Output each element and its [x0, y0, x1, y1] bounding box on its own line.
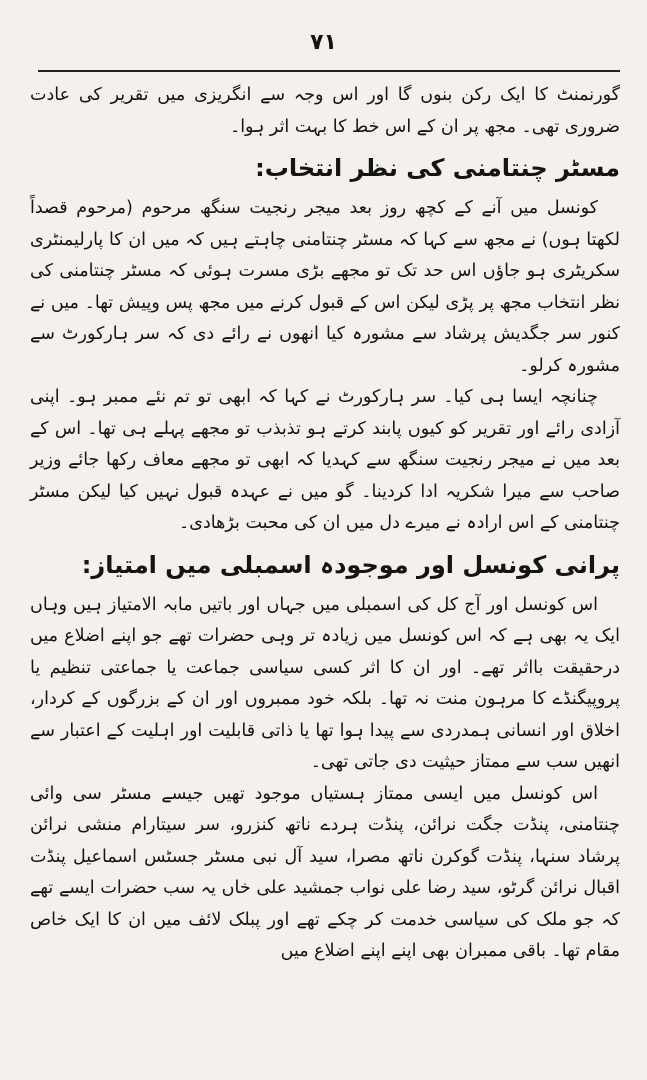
page-content [30, 80, 620, 968]
paragraph: کونسل میں آنے کے کچھ روز بعد میجر رنجیت سنگھ مرحوم (مرحوم قصداً لکھتا ہوں) نے مجھ سے کہا کہ مسٹر چنتامنی چاہتے ہیں کہ میں ان کا پارلیمنٹری سکریٹری ہو جاؤں اس حد تک تو مجھے بڑی مسرت ہوئی کہ مسٹر چنتامنی کی نظر انتخاب مجھ پر پڑی لیکن اس کے قبول کرنے میں مجھ پس وپیش تھا۔ میں نے کنور سر جگدیش پرشاد سے مشورہ کیا انھوں نے رائے دی کہ سر ہارکورٹ سے مشورہ کرلو۔ [30, 198, 620, 376]
header-rule [38, 70, 620, 72]
paragraph: اس کونسل اور آج کل کی اسمبلی میں جہاں اور باتیں مابہ الامتیاز ہیں وہاں ایک یہ بھی ہے کہ اس کونسل میں زیادہ تر وہی حضرات تھے جو اپنے اضلاع میں درحقیقت بااثر تھے۔ اور ان کا اثر کسی سیاسی جماعت یا جماعتی تنظیم یا پروپیگنڈے کا مرہون منت نہ تھا۔ بلکہ خود ممبروں اور ان کے بزرگوں کے کردار، اخلاق اور انسانی ہمدردی سے پیدا ہوا تھا یا ذاتی قابلیت اور اہلیت کے اعتبار سے انھیں سب سے ممتاز حیثیت دی جاتی تھی۔ [30, 594, 620, 772]
page-number: ۷۱ [310, 30, 337, 55]
paragraph: چنانچہ ایسا ہی کیا۔ سر ہارکورٹ نے کہا کہ ابھی تو تم نئے ممبر ہو۔ اپنی آزادی رائے اور تقریر کو کیوں پابند کرتے ہو تذبذب تو مجھے پہلے ہی تھا۔ اس کے بعد میں نے میجر رنجیت سنگھ سے کہدیا کہ ابھی تو مجھے معاف رکھا جائے وزیر صاحب سے میرا شکریہ ادا کردینا۔ گو میں نے عہدہ قبول نہیں کیا لیکن مسٹر چنتامنی کے اس ارادہ نے میرے دل میں ان کی محبت بڑھادی۔ [30, 387, 620, 533]
section-heading: پرانی کونسل اور موجودہ اسمبلی میں امتیاز: [81, 550, 620, 579]
paragraph: اس کونسل میں ایسی ممتاز ہستیاں موجود تھیں جیسے مسٹر سی وائی چنتامنی، پنڈت جگت نرائن، پنڈت ہردے ناتھ کنزرو، سر سیتارام منشی نرائن پرشاد سنہا، پنڈت گوکرن ناتھ مصرا، سید آل نبی مسٹر جسٹس اسماعیل پنڈت اقبال نرائن گرٹو، سید رضا علی نواب جمشید علی خاں یہ سب حضرات ایسے تھے کہ جو ملک کی سیاسی خدمت کر چکے تھے اور پبلک لائف میں ان کا ایک خاص مقام تھا۔ باقی ممبران بھی اپنے اپنے اضلاع میں [30, 783, 620, 961]
section-heading: مسٹر چنتامنی کی نظر انتخاب: [255, 154, 620, 182]
paragraph: گورنمنٹ کا ایک رکن بنوں گا اور اس وجہ سے انگریزی میں تقریر کی عادت ضروری تھی۔ مجھ پر ان کے اس خط کا بہت اثر ہوا۔ [30, 85, 620, 137]
